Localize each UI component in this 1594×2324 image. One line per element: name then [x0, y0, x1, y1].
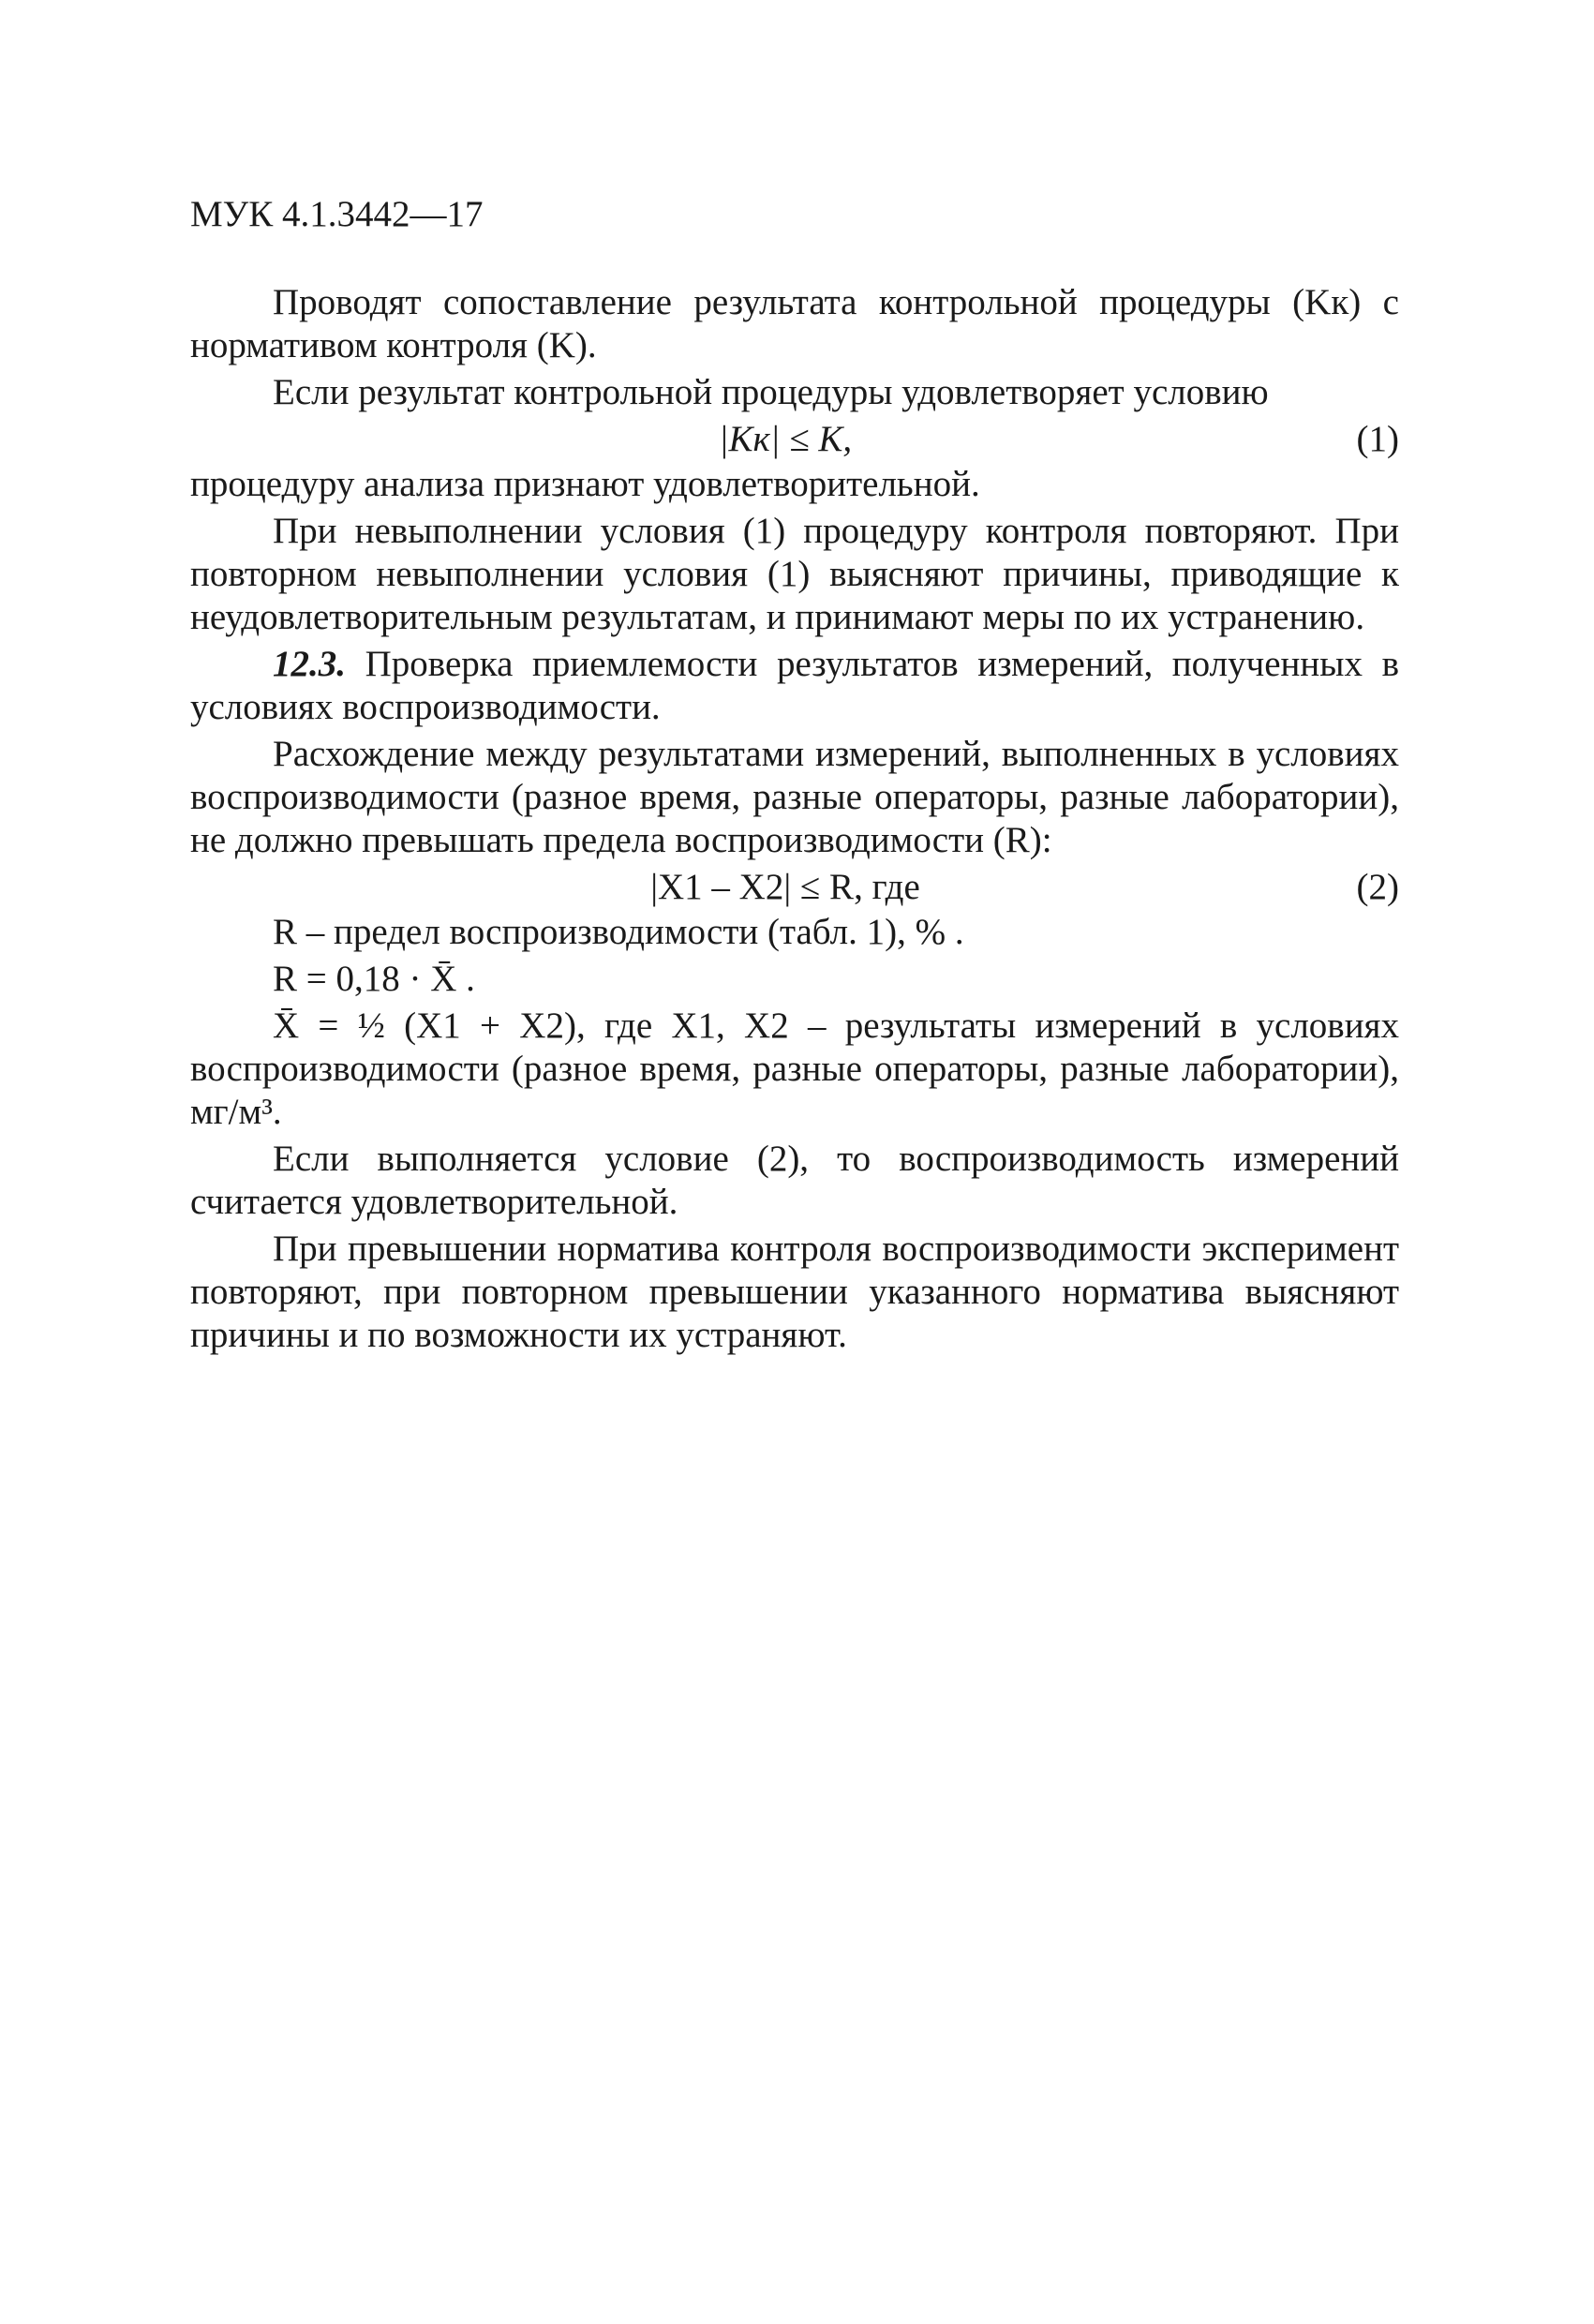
document-header: МУК 4.1.3442—17: [190, 194, 484, 234]
paragraph-exceed: При превышении норматива контроля воспроизводимости эксперимент повторяют, при повторном превышении указанного норматива выясняют причины и по возможности их устраняют.: [190, 1229, 1399, 1355]
paragraph-section-12-3: [190, 643, 1399, 729]
paragraph-discrepancy: Расхождение между результатами измерений, выполненных в условиях воспроизводимости (разное время, разные операторы, разные лаборатории), не должно превышать предела воспроизводимости (R):: [190, 734, 1399, 860]
formula-2-expression: |X1 – X2| ≤ R, где: [650, 867, 920, 907]
formula-1: [190, 418, 1399, 461]
document-page: [190, 193, 1399, 1361]
formula-2-number: (2): [1356, 867, 1399, 907]
formula-r: R = 0,18 · X̄ .: [273, 959, 475, 999]
definition-r: R – предел воспроизводимости (табл. 1), % .: [273, 912, 964, 952]
section-title: Проверка приемлемости результатов измерений, полученных в условиях воспроизводимости.: [190, 644, 1399, 727]
paragraph-satisfactory: процедуру анализа признают удовлетворительной.: [190, 464, 980, 504]
paragraph-condition-intro: Если результат контрольной процедуры удовлетворяет условию: [273, 372, 1269, 412]
section-number: 12.3.: [273, 644, 346, 684]
formula-2: [190, 866, 1399, 909]
paragraph-repeat-control: При невыполнении условия (1) процедуру контроля повторяют. При повторном невыполнении условия (1) выясняют причины, приводящие к неудовлетворительным результатам, и принимают меры по их устранению.: [190, 511, 1399, 637]
paragraph-mean: X̄ = ½ (X1 + X2), где X1, X2 – результаты измерений в условиях воспроизводимости (разное время, разные операторы, разные лаборатории), мг/м³.: [190, 1006, 1399, 1132]
paragraph-comparison: Проводят сопоставление результата контрольной процедуры (Kк) с нормативом контроля (K).: [190, 282, 1399, 365]
paragraph-reproducibility-ok: Если выполняется условие (2), то воспроизводимость измерений считается удовлетворительной.: [190, 1139, 1399, 1222]
formula-1-expression: |Kк| ≤ K,: [718, 419, 853, 459]
formula-1-number: (1): [1356, 419, 1399, 459]
